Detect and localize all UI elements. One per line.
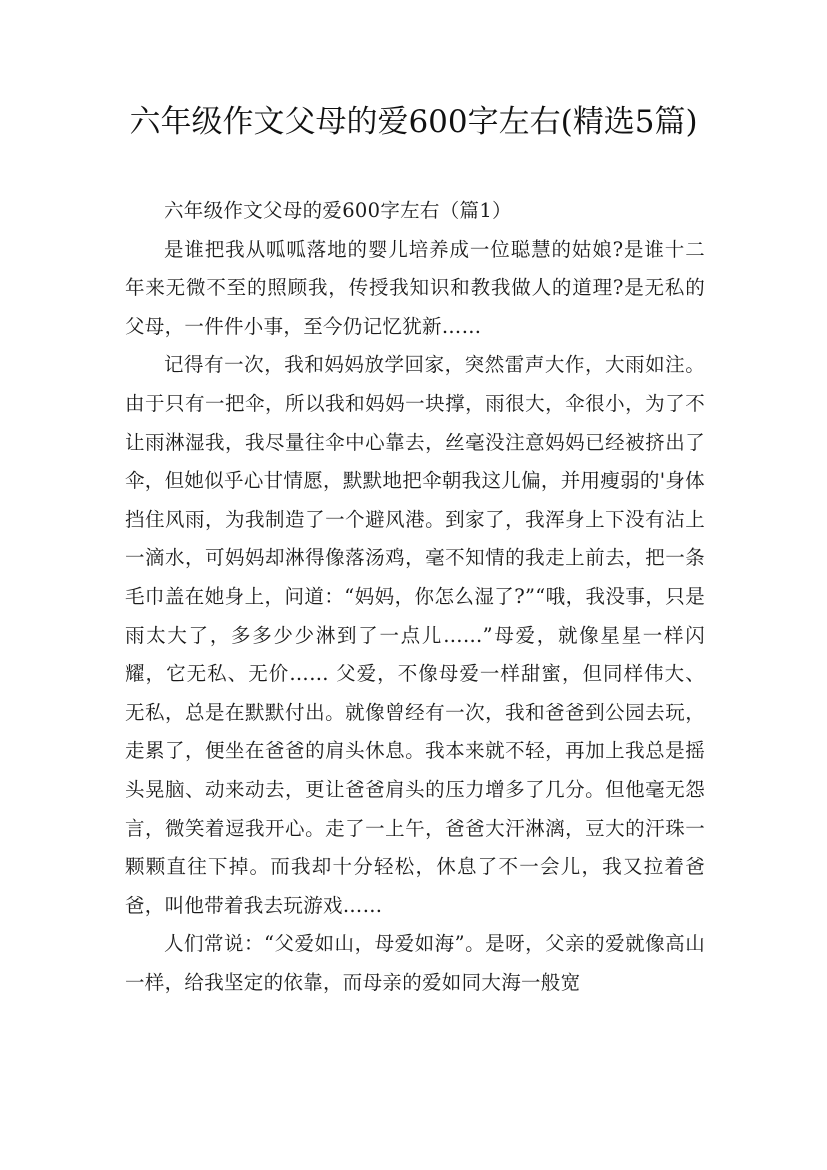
section-heading: 六年级作文父母的爱600字左右（篇1） bbox=[164, 199, 512, 222]
document-title: 六年级作文父母的爱600字左右(精选5篇) bbox=[129, 104, 698, 140]
paragraph-1: 是谁把我从呱呱落地的婴儿培养成一位聪慧的姑娘?是谁十二年来无微不至的照顾我，传授我知识和教我做人的道理?是无私的父母，一件件小事，至今仍记忆犹新…… bbox=[125, 237, 705, 338]
paragraph-2: 记得有一次，我和妈妈放学回家，突然雷声大作，大雨如注。由于只有一把伞，所以我和妈妈一块撑，雨很大，伞很小，为了不让雨淋湿我，我尽量往伞中心靠去，丝毫没注意妈妈已经被挤出了伞，但她似乎心甘情愿，默默地把伞朝我这儿偏，并用瘦弱的'身体挡住风雨，为我制造了一个避风港。到家了，我浑身上下没有沾上一滴水，可妈妈却淋得像落汤鸡，毫不知情的我走上前去，把一条毛巾盖在她身上，问道：“妈妈，你怎么湿了?”“哦，我没事，只是雨太大了，多多少少淋到了一点儿……”母爱，就像星星一样闪耀，它无私、无价…… 父爱，不像母爱一样甜蜜，但同样伟大、无私，总是在默默付出。就像曾经有一次，我和爸爸到公园去玩，走累了，便坐在爸爸的肩头休息。我本来就不轻，再加上我总是摇头晃脑、动来动去，更让爸爸肩头的压力增多了几分。但他毫无怨言，微笑着逗我开心。走了一上午，爸爸大汗淋漓，豆大的汗珠一颗颗直往下掉。而我却十分轻松，休息了不一会儿，我又拉着爸爸，叫他带着我去玩游戏…… bbox=[125, 353, 705, 917]
paragraph-3: 人们常说：“父爱如山，母爱如海”。是呀，父亲的爱就像高山一样，给我坚定的依靠，而母亲的爱如同大海一般宽 bbox=[125, 932, 705, 994]
document-body bbox=[125, 192, 705, 1002]
